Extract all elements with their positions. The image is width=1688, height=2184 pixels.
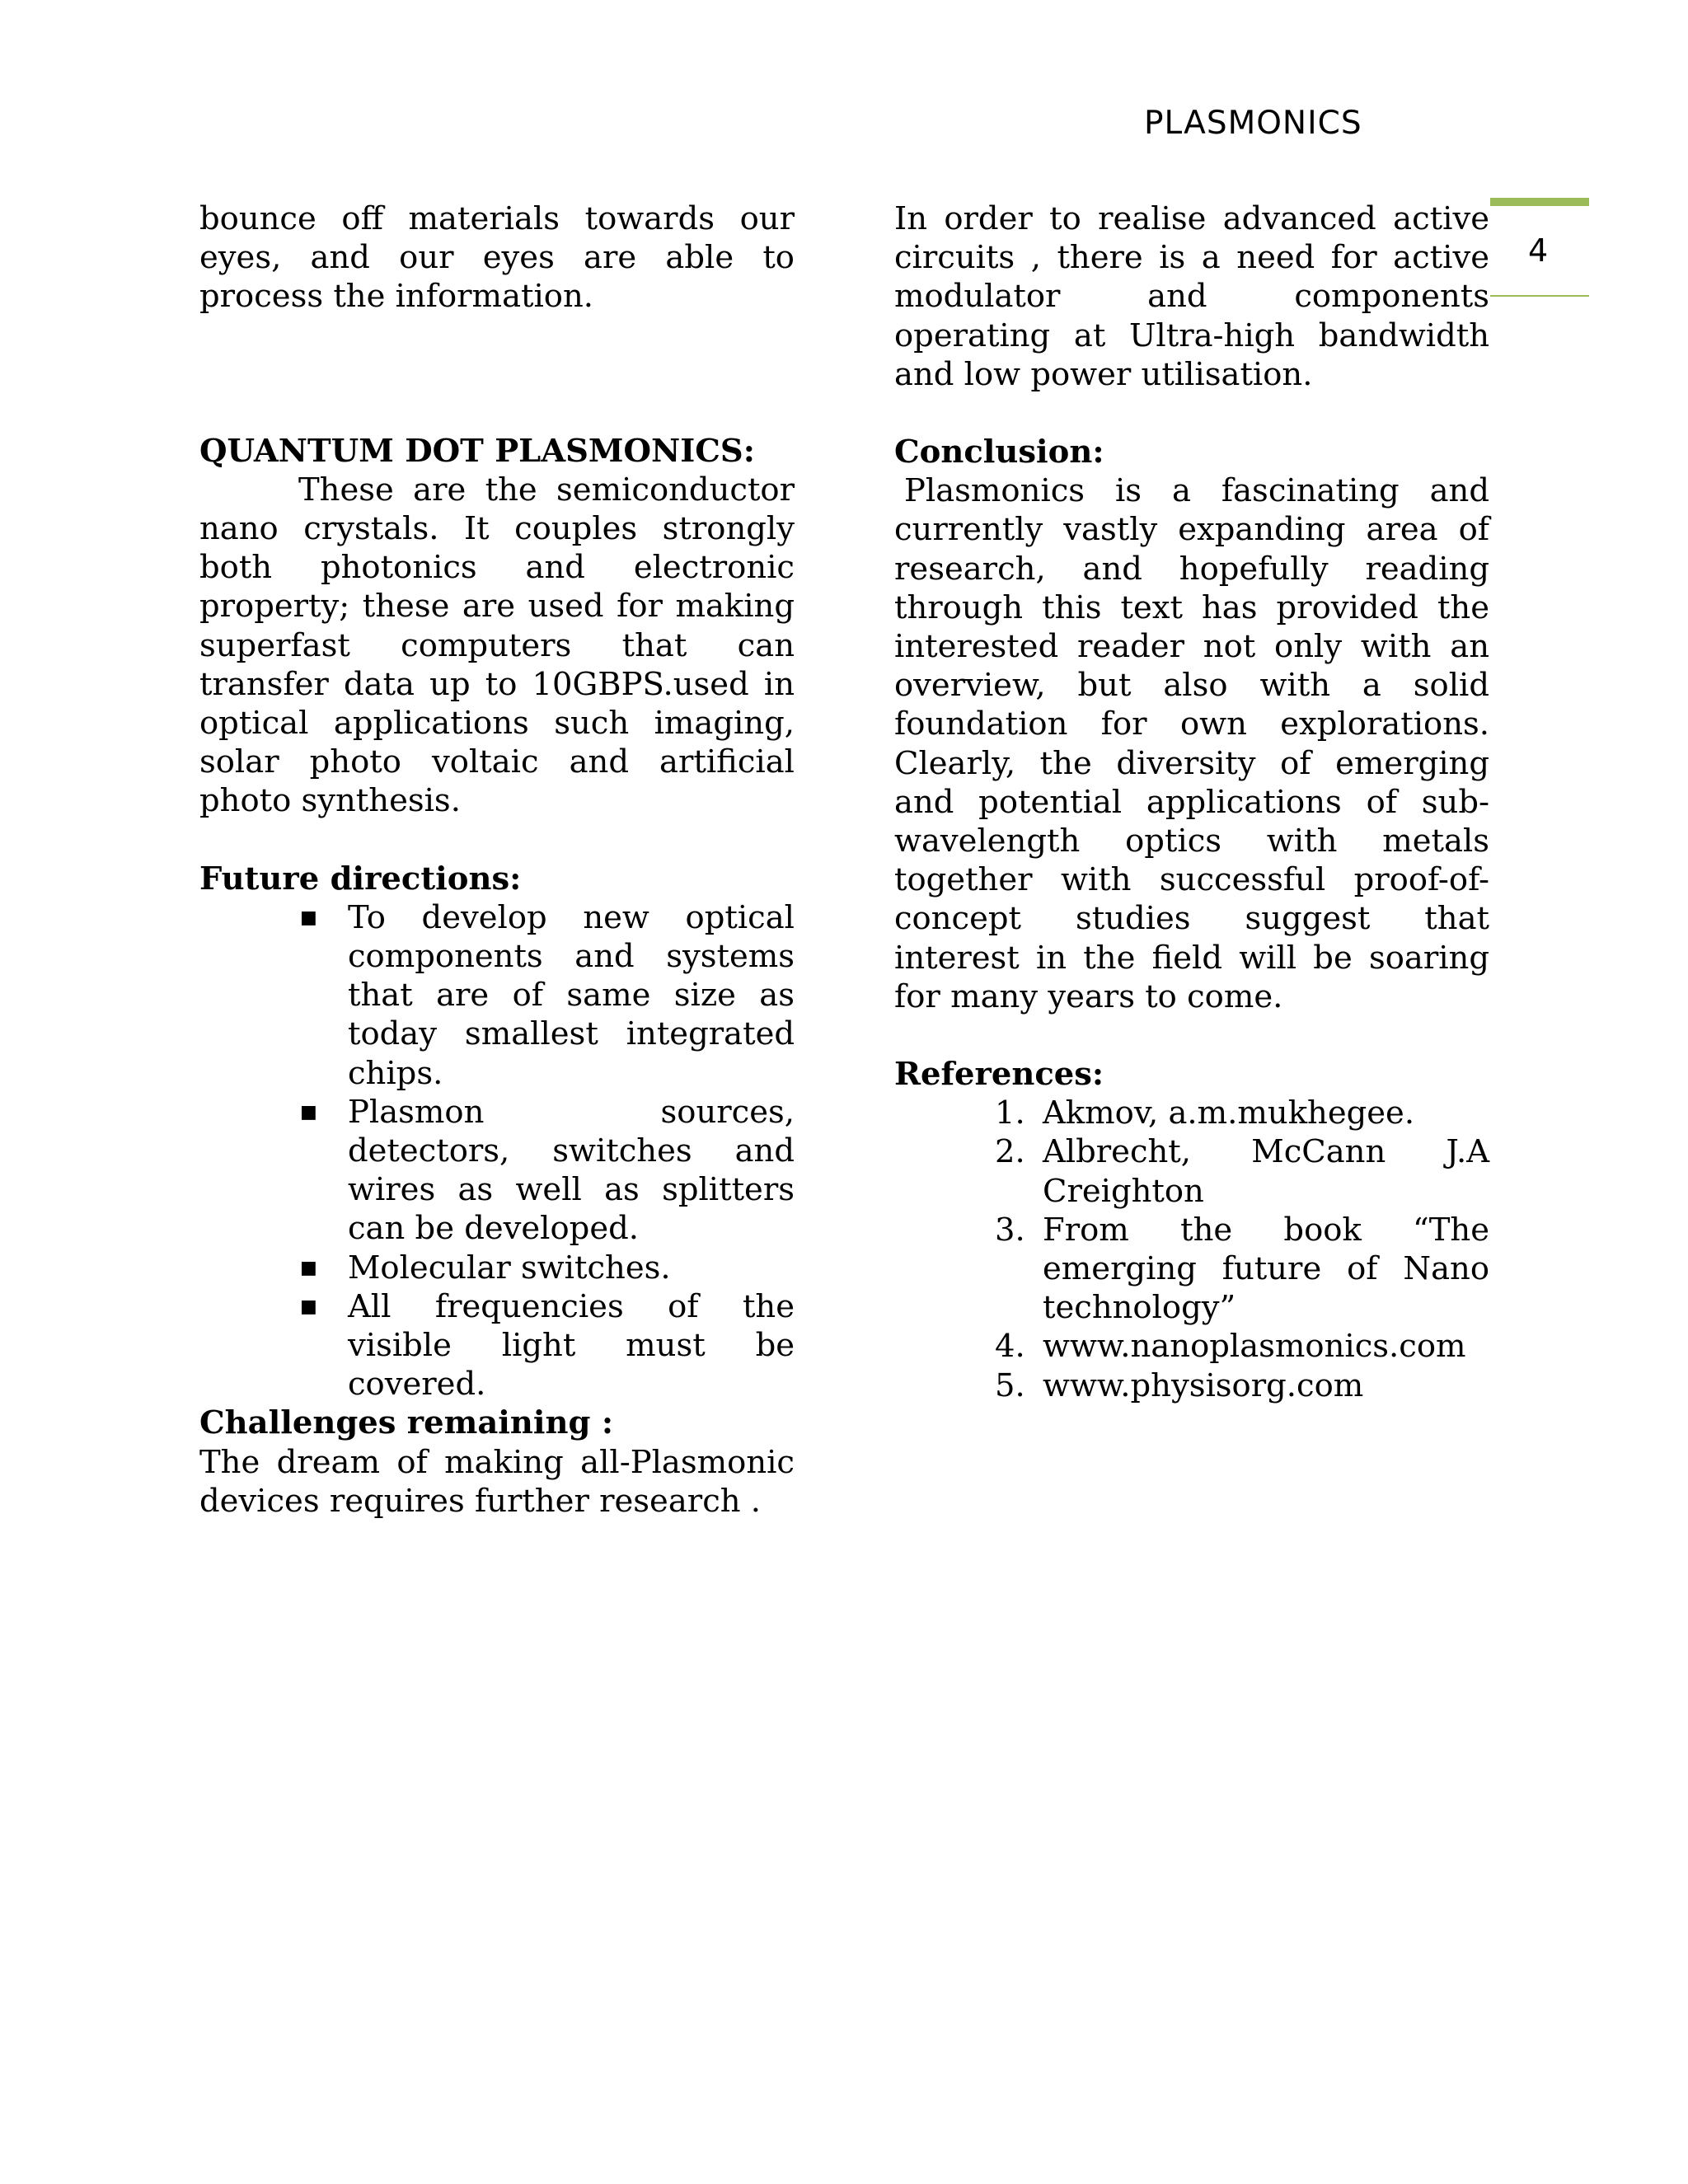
square-bullet-icon: ■ [300,1296,317,1317]
square-bullet-icon: ■ [300,1257,317,1278]
references-heading: References: [894,1056,1104,1094]
future-directions-heading: Future directions: [199,860,522,898]
reference-text: From the book “The emerging future of Nano technology” [1043,1211,1489,1327]
reference-number: 3. [995,1211,1025,1249]
spacer [199,821,795,860]
left-column [199,199,795,1521]
challenges-paragraph: The dream of making all-Plasmonic devices requires further research . [199,1443,795,1520]
reference-text: www.nanoplasmonics.com [1043,1328,1466,1366]
reference-text: Albrecht, McCann J.A Creighton [1043,1133,1489,1210]
spacer [199,316,795,432]
running-header-title: PLASMONICS [1144,105,1362,142]
references-list [894,1094,1489,1405]
list-item-text: Plasmon sources, detectors, switches and wires as well as splitters can be developed. [348,1093,795,1248]
reference-text: www.physisorg.com [1043,1366,1364,1404]
list-item-text: To develop new optical components and systems that are of same size as today smallest integrated chips. [348,898,795,1092]
quantum-dot-paragraph: These are the semiconductor nano crystals. It couples strongly both photonics and electronic property; these are used for making superfast computers that can transfer data up to 10GBPS.used in optical applications such imaging, solar photo voltaic and artificial photo synthesis. [199,471,795,820]
list-item [300,1249,795,1287]
list-item [995,1094,1489,1132]
list-item [995,1132,1489,1210]
list-item [300,1093,795,1249]
challenges-heading: Challenges remaining : [199,1404,614,1442]
reference-number: 5. [995,1366,1025,1404]
list-item [995,1366,1489,1405]
spacer [894,1016,1489,1055]
list-item-text: Molecular switches. [348,1249,671,1286]
reference-text: Akmov, a.m.mukhegee. [1043,1094,1415,1132]
right-intro-paragraph: In order to realise advanced active circuits , there is a need for active modulator and components operating at Ultra-high bandwidth and low power utilisation. [894,200,1489,393]
square-bullet-icon: ■ [300,1101,317,1122]
quantum-dot-heading: QUANTUM DOT PLASMONICS: [199,432,755,470]
spacer [894,394,1489,433]
page-number: 4 [1528,232,1549,269]
left-intro-paragraph: bounce off materials towards our eyes, and our eyes are able to process the information. [199,200,795,316]
conclusion-heading: Conclusion: [894,434,1104,471]
right-column [894,199,1489,1405]
conclusion-paragraph: Plasmonics is a fascinating and currently vastly expanding area of research, and hopefully reading through this text has provided the interested reader not only with an overview, but also with a solid foundation for own explorations. Clearly, the diversity of emerging and potential applications of sub-wavelength optics with metals together with successful proof-of-concept studies suggest that interest in the field will be soaring for many years to come. [894,472,1489,1015]
reference-number: 4. [995,1328,1025,1366]
list-item [300,1287,795,1404]
square-bullet-icon: ■ [300,907,317,928]
reference-number: 1. [995,1094,1025,1132]
page-number-top-rule [1490,198,1589,206]
page-number-bottom-rule [1490,295,1589,297]
future-directions-list [199,898,795,1404]
list-item [995,1327,1489,1366]
reference-number: 2. [995,1133,1025,1171]
list-item [300,898,795,1093]
list-item [995,1211,1489,1328]
page-number-block [1490,198,1589,298]
list-item-text: All frequencies of the visible light must be covered. [348,1287,795,1404]
